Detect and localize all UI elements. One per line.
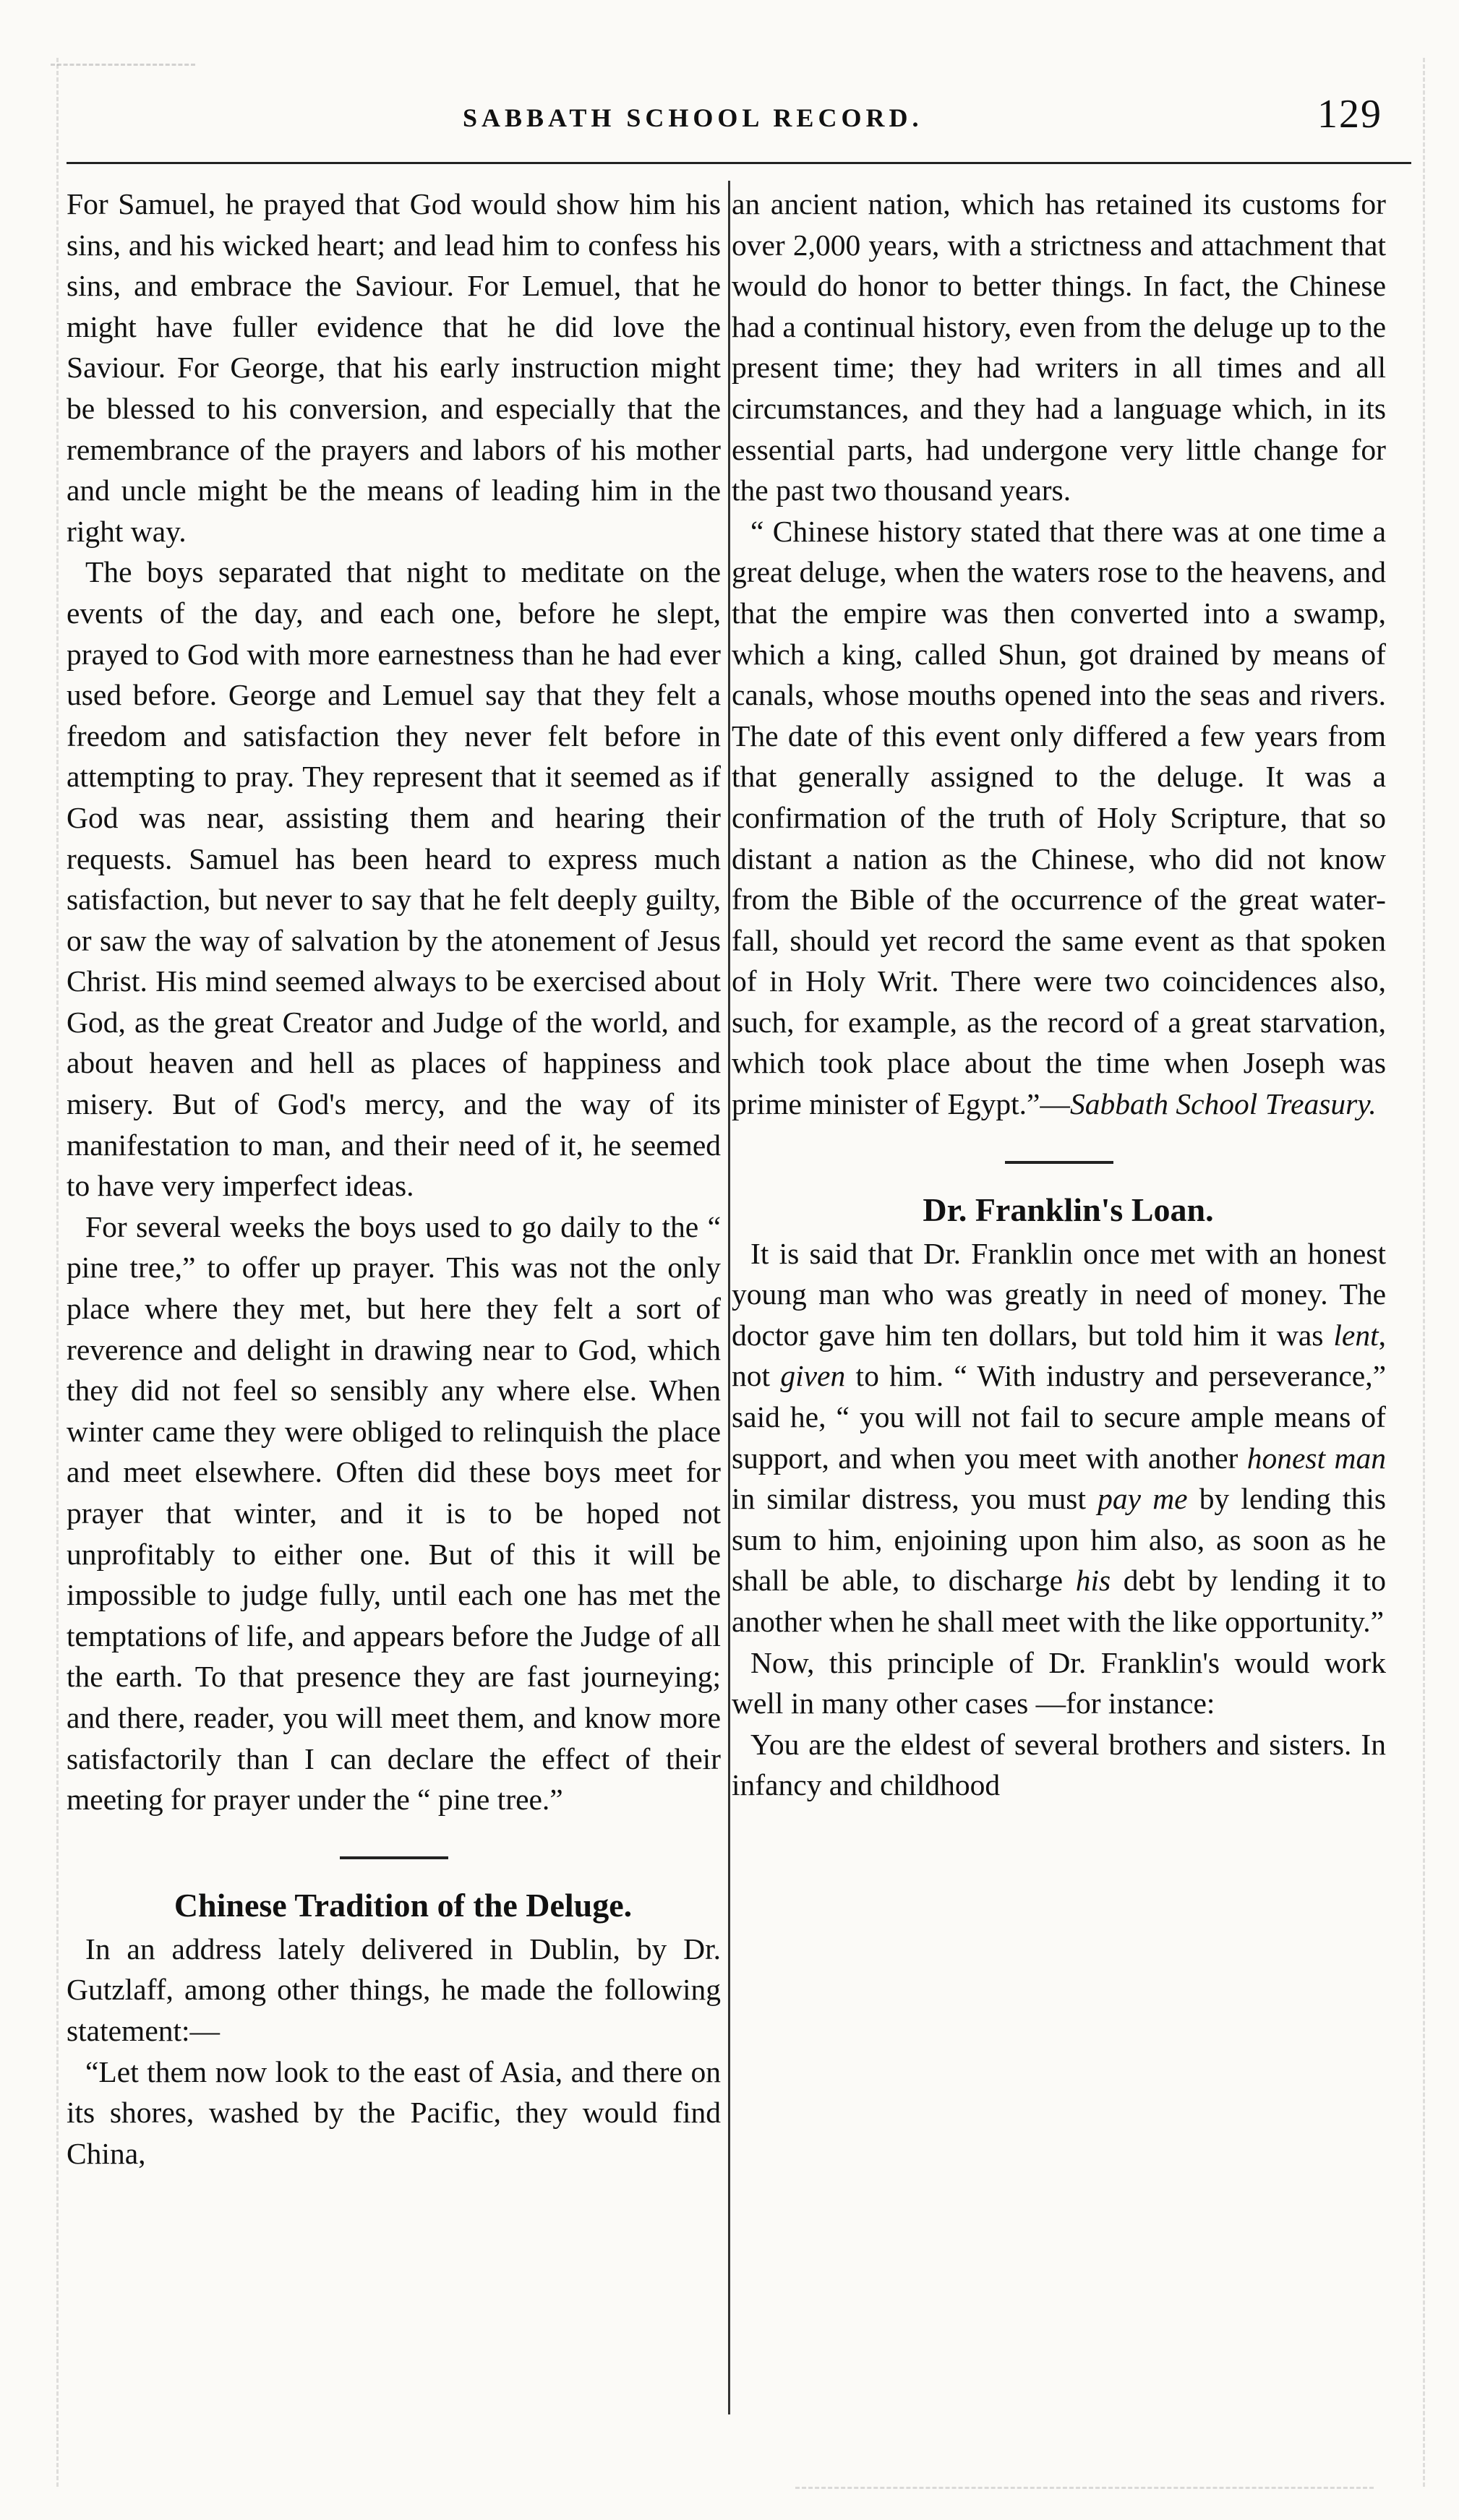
emphasis-his: his <box>1075 1564 1111 1598</box>
text-run: by lending this sum to him, enjoining upon him also, as soon as he shall be able, to discharge <box>732 1482 1387 1598</box>
right-column <box>732 184 1386 1806</box>
column-rule <box>728 181 730 2414</box>
emphasis-honest-man: honest man <box>1246 1441 1386 1475</box>
text-run: in similar distress, you must <box>732 1482 1098 1516</box>
scan-edge-left <box>56 58 61 2487</box>
scan-edge-right <box>1423 58 1428 2487</box>
emphasis-pay-me: pay me <box>1098 1482 1188 1516</box>
scan-edge-bottom <box>795 2487 1374 2490</box>
paragraph: an ancient nation, which has retained its customs for over 2,000 years, with a strictness and attachment that would do honor to better things. In fact, the Chinese had a continual history, even from the deluge up to the present time; they had writers in all times and all circumstances, and they had a language which, in its essential parts, had undergone very little change for the past two thousand years. <box>732 187 1386 507</box>
paragraph <box>732 1233 1386 1642</box>
header-rule <box>67 162 1411 164</box>
running-head: SABBATH SCHOOL RECORD. <box>463 103 923 132</box>
paragraph: The boys separated that night to meditate on the events of the day, and each one, before he slept, prayed to God with more earnestness than he had ever used before. George and Lemuel say that they felt a freedom and satisfaction they never felt before in attempting to pray. They represent that it seemed as if God was near, assisting them and hearing their requests. Samuel has been heard to express much satisfaction, but never to say that he felt deeply guilty, or saw the way of salvation by the atonement of Jesus Christ. His mind seemed always to be exercised about God, as the great Creator and Judge of the world, and about heaven and hell as places of happiness and misery. But of God's mercy, and the way of its manifestation to man, and their need of it, he seemed to have very imperfect ideas. <box>67 555 721 1203</box>
paragraph: You are the eldest of several brothers and sisters. In infancy and childhood <box>732 1727 1386 1802</box>
emphasis-given: given <box>780 1359 846 1393</box>
paragraph-text: “ Chinese history stated that there was at one time a great deluge, when the waters rose to the heavens, and that the empire was then converted into a swamp, which a king, called Shun, got drained by means of canals, whose mouths opened into the seas and rivers. The date of this event only differed a few years from that generally assigned to the deluge. It was a confirmation of the truth of Holy Scripture, that so distant a nation as the Chinese, who did not know from the Bible of the occurrence of the great water-fall, should yet record the same event as that spoken of in Holy Writ. There were two coincidences also, such, for example, as the record of a great starvation, which took place about the time when Joseph was prime minister of Egypt.”— <box>732 514 1386 1121</box>
paragraph: For Samuel, he prayed that God would show him his sins, and his wicked heart; and lead him to confess his sins, and embrace the Saviour. For Lemuel, that he might have fuller evidence that he did love the Saviour. For George, that his early instruction might be blessed to his conversion, and especially that the remembrance of the prayers and labors of his mother and uncle might be the means of leading him in the right way. <box>67 187 721 548</box>
article-title-franklins-loan: Dr. Franklin's Loan. <box>923 1191 1214 1228</box>
article-title-chinese-tradition: Chinese Tradition of the Deluge. <box>174 1886 633 1924</box>
text-run: , not <box>732 1318 1386 1393</box>
paragraph <box>732 511 1386 1125</box>
text-run: to him. “ With industry and perseverance,” said he, “ you will not fail to secure ample means of support, and when you meet with another <box>732 1359 1386 1475</box>
left-column <box>67 184 721 2174</box>
paragraph: For several weeks the boys used to go daily to the “ pine tree,” to offer up prayer. This was not the only place where they met, but here they felt a sort of reverence and delight in drawing near to God, which they did not feel so sensibly any where else. When winter came they were obliged to relinquish the place and meet elsewhere. Often did these boys meet for prayer that winter, and it is to be hoped not unprofitably to either one. But of this it will be impossible to judge fully, until each one has met the temptations of life, and appears before the Judge of all the earth. To that presence they are fast journeying; and there, reader, you will meet them, and know more satisfactorily than I can declare the effect of their meeting for prayer under the “ pine tree.” <box>67 1209 721 1817</box>
paragraph: “Let them now look to the east of Asia, and there on its shores, washed by the Pacific, they would find China, <box>67 2054 721 2170</box>
text-run: debt by lending it to another when he shall meet with the like opportunity.” <box>732 1564 1386 1638</box>
page-number: 129 <box>1317 92 1382 137</box>
section-separator <box>1005 1161 1113 1164</box>
paragraph: Now, this principle of Dr. Franklin's would work well in many other cases —for instance: <box>732 1645 1386 1720</box>
paragraph: In an address lately delivered in Dublin, by Dr. Gutzlaff, among other things, he made the following statement:— <box>67 1932 721 2047</box>
scan-edge-top <box>51 64 195 67</box>
text-run: It is said that Dr. Franklin once met with an honest young man who was greatly in need of money. The doctor gave him ten dollars, but told him it was <box>732 1236 1386 1352</box>
section-separator <box>340 1856 448 1859</box>
emphasis-lent: lent <box>1333 1318 1379 1352</box>
source-credit: Sabbath School Treasury. <box>1069 1087 1377 1121</box>
